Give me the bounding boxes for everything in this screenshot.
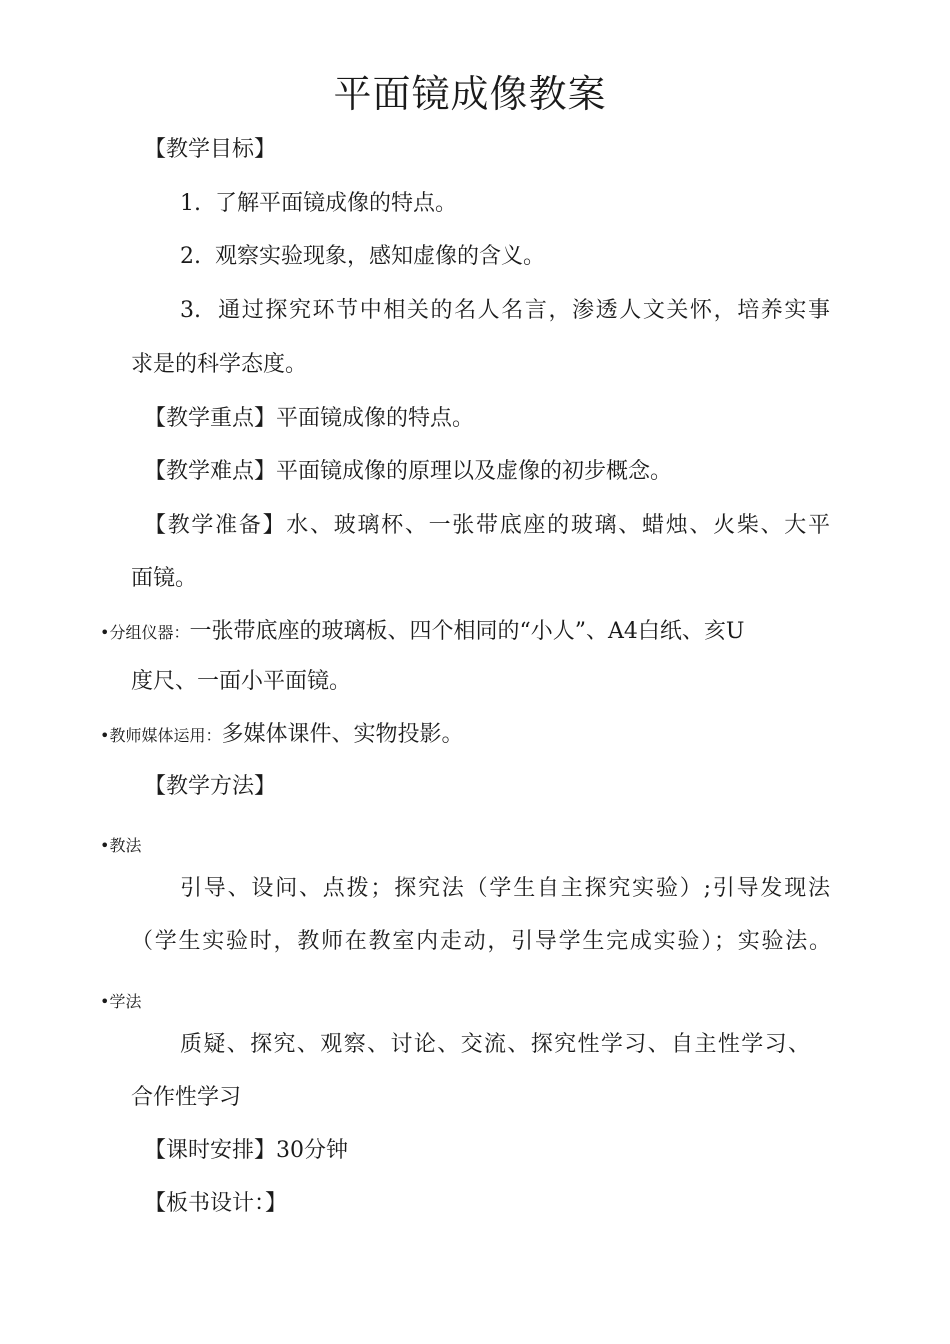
group-equipment-continuation: 度尺、一面小平面镜。 (131, 669, 352, 694)
learning-method-text: 质疑、探究、观察、讨论、交流、探究性学习、自主性学习、 (180, 1032, 810, 1057)
objective-number: 2. (180, 244, 201, 269)
group-equipment-text: 一张带底座的玻璃板、四个相同的“小人”、A4白纸、亥U (189, 619, 745, 644)
preparation-line-2: 面镜。 (131, 566, 198, 591)
media-label: •教师媒体运用： (100, 726, 222, 745)
board-design: 【板书设计：】 (144, 1191, 288, 1216)
objective-number: 1. (180, 191, 201, 216)
teaching-method-label: •教法 (100, 836, 142, 855)
teaching-method-text: 引导、设问、点拨；探究法（学生自主探究实验）;引导发现法 (180, 876, 830, 901)
preparation-text: 【教学准备】水、玻璃杯、一张带底座的玻璃、蜡烛、火柴、大平 (144, 513, 830, 538)
group-equipment-line (100, 616, 820, 649)
objective-item-1 (180, 188, 457, 220)
key-point: 【教学重点】平面镜成像的特点。 (144, 406, 475, 431)
objective-text: 了解平面镜成像的特点。 (215, 191, 458, 216)
teaching-method-line-2 (131, 926, 831, 958)
objective-item-3 (180, 295, 830, 327)
learning-method-line-2: 合作性学习 (131, 1085, 242, 1110)
media-text: 多媒体课件、实物投影。 (221, 722, 464, 747)
objective-item-3-continuation: 求是的科学态度。 (131, 352, 308, 377)
media-line (100, 719, 463, 752)
objective-text-line (180, 295, 830, 327)
objective-number: 3. (180, 298, 201, 323)
learning-method-label: •学法 (100, 992, 142, 1011)
objective-item-2 (180, 241, 545, 273)
teaching-method-line-1 (180, 873, 830, 905)
document-title: 平面镜成像教案 (333, 72, 607, 116)
learning-method-line-1 (180, 1029, 810, 1061)
schedule: 【课时安排】30分钟 (144, 1138, 348, 1163)
objectives-heading: 【教学目标】 (144, 137, 277, 162)
objective-text: 通过探究环节中相关的名人名言，渗透人文关怀，培养实事 (218, 298, 830, 323)
objective-text: 观察实验现象，感知虚像的含义。 (215, 244, 546, 269)
difficulty: 【教学难点】平面镜成像的原理以及虚像的初步概念。 (144, 459, 673, 484)
preparation-line-1 (144, 510, 830, 542)
group-equipment-label: •分组仪器： (100, 623, 190, 642)
teaching-method-text: （学生实验时，教师在教室内走动，引导学生完成实验）；实验法。 (131, 929, 831, 954)
methods-heading: 【教学方法】 (144, 774, 277, 799)
